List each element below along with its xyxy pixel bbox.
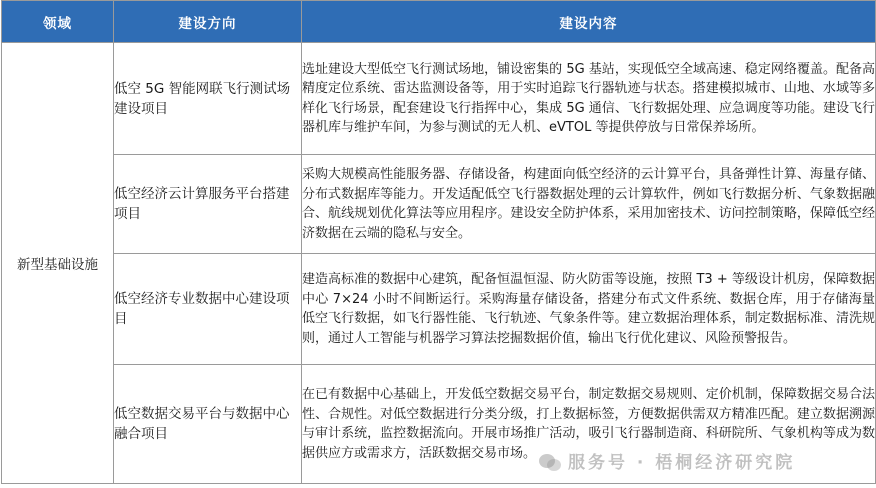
content-cell: 建造高标准的数据中心建筑，配备恒温恒湿、防火防雷等设施，按照 T3 + 等级设计机房，保障数据中心 7×24 小时不间断运行。采购海量存储设备，搭建分布式文件系统、数据仓库，用于存储海量低空飞行数据，如飞行器性能、飞行轨迹、气象条件等。建立数据治理体系，制定数据标准、清洗规则，通过人工智能与机器学习算法挖掘数据价值，输出飞行优化建议、风险预警报告。 (302, 254, 876, 365)
header-direction: 建设方向 (114, 1, 302, 43)
header-domain: 领域 (2, 1, 114, 43)
content-cell: 采购大规模高性能服务器、存储设备，构建面向低空经济的云计算平台，具备弹性计算、海量存储、分布式数据库等能力。开发适配低空飞行器数据处理的云计算软件，例如飞行数据分析、气象数据融合、航线规划优化算法等应用程序。建设安全防护体系，采用加密技术、访问控制策略，保障低空经济数据在云端的隐私与安全。 (302, 155, 876, 254)
direction-cell: 低空 5G 智能网联飞行测试场建设项目 (114, 43, 302, 155)
direction-cell: 低空经济云计算服务平台搭建项目 (114, 155, 302, 254)
table-header-row (2, 1, 876, 43)
direction-cell: 低空数据交易平台与数据中心融合项目 (114, 365, 302, 484)
table-row (2, 155, 876, 254)
content-cell: 在已有数据中心基础上，开发低空数据交易平台，制定数据交易规则、定价机制，保障数据交易合法性、合规性。对低空数据进行分类分级，打上数据标签，方便数据供需双方精准匹配。建立数据溯源与审计系统，监控数据流向。开展市场推广活动，吸引飞行器制造商、科研院所、气象机构等成为数据供应方或需求方，活跃数据交易市场。 (302, 365, 876, 484)
content-cell: 选址建设大型低空飞行测试场地，铺设密集的 5G 基站，实现低空全域高速、稳定网络覆盖。配备高精度定位系统、雷达监测设备等，用于实时追踪飞行器轨迹与状态。搭建模拟城市、山地、水域等多样化飞行场景，配套建设飞行指挥中心，集成 5G 通信、飞行数据处理、应急调度等功能。建设飞行器机库与维护车间，为参与测试的无人机、eVTOL 等提供停放与日常保养场所。 (302, 43, 876, 155)
watermark (538, 448, 795, 474)
header-content: 建设内容 (302, 1, 876, 43)
direction-cell: 低空经济专业数据中心建设项目 (114, 254, 302, 365)
watermark-text: 服务号 · 梧桐经济研究院 (568, 453, 796, 473)
wechat-logo-icon (538, 452, 562, 474)
content-table (1, 0, 876, 484)
table-row (2, 254, 876, 365)
table-row (2, 43, 876, 155)
domain-cell: 新型基础设施 (2, 43, 114, 484)
